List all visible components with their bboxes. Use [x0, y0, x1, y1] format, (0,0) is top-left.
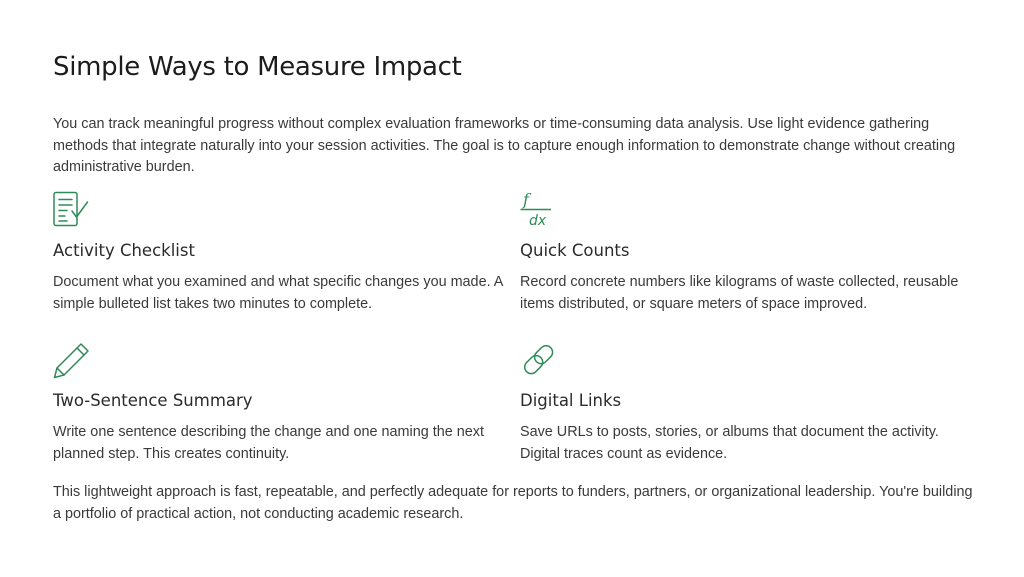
- icon-text-bottom: dx: [529, 213, 547, 229]
- function-fraction-icon: [520, 191, 558, 229]
- intro-paragraph: You can track meaningful progress without complex evaluation frameworks or time-consuming data analysis. Use light evidence gathering methods that integrate naturally into your session activities. The goal is to capture enough information to demonstrate change without creating administrative burden.: [53, 116, 956, 175]
- card-heading: Quick Counts: [520, 241, 630, 260]
- card-heading: Digital Links: [520, 391, 622, 410]
- checklist-icon: [53, 191, 91, 229]
- icon-text-top: f: [523, 191, 529, 209]
- card-body: Save URLs to posts, stories, or albums that document the activity. Digital traces count as evidence.: [520, 424, 939, 462]
- card-heading: Two-Sentence Summary: [53, 391, 253, 410]
- card-body: Document what you examined and what specific changes you made. A simple bulleted list takes two minutes to complete.: [53, 274, 503, 312]
- card-heading: Activity Checklist: [53, 241, 195, 260]
- card-body: Write one sentence describing the change and one naming the next planned step. This creates continuity.: [53, 424, 484, 462]
- pencil-icon: [53, 341, 91, 379]
- card-body: Record concrete numbers like kilograms of waste collected, reusable items distributed, or square meters of space improved.: [520, 274, 959, 312]
- link-icon: [520, 341, 558, 379]
- slide: [53, 0, 983, 577]
- page-title: Simple Ways to Measure Impact: [53, 52, 462, 82]
- outro-paragraph: This lightweight approach is fast, repeatable, and perfectly adequate for reports to funders, partners, or organizational leadership. You're building a portfolio of practical action, not conducting academic research.: [53, 484, 973, 522]
